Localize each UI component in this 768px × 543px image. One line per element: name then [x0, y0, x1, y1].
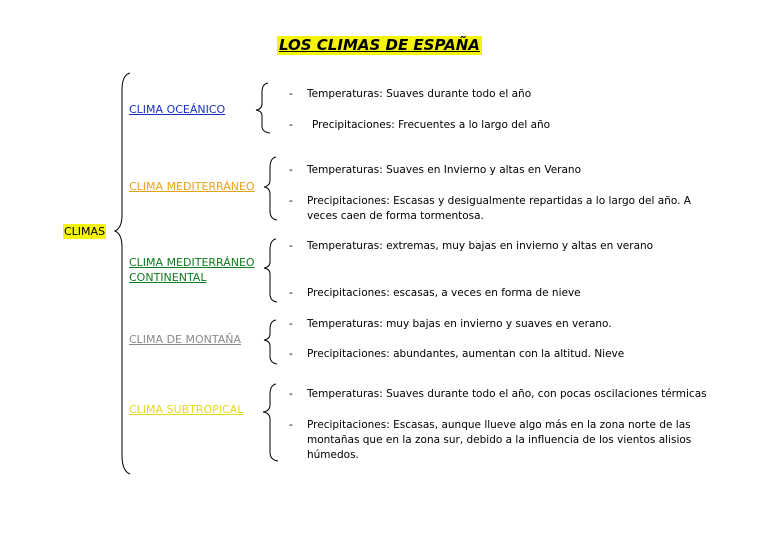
subtropical-precipitaciones: Precipitaciones: Escasas, aunque llueve algo más en la zona norte de las — [307, 419, 691, 431]
clima-continental-link[interactable]: CLIMA MEDITERRÁNEO — [129, 256, 255, 269]
oceanico-precipitaciones: Precipitaciones: Frecuentes a lo largo del año — [312, 119, 551, 131]
bullet-dash: - — [289, 240, 293, 252]
subtropical-precipitaciones-line3: húmedos. — [307, 449, 359, 461]
bullet-dash: - — [289, 318, 293, 330]
brace-montana — [264, 320, 277, 364]
clima-montana-link[interactable]: CLIMA DE MONTAÑA — [129, 333, 242, 346]
bullet-dash: - — [289, 119, 293, 131]
brace-oceanico — [256, 83, 270, 133]
subtropical-temperaturas: Temperaturas: Suaves durante todo el año, con pocas oscilaciones térmicas — [307, 388, 707, 400]
bullet-dash: - — [289, 348, 293, 360]
clima-subtropical-link[interactable]: CLIMA SUBTROPICAL — [129, 403, 244, 416]
subtropical-precipitaciones-line2: montañas que en la zona sur, debido a la influencia de los vientos alisios — [307, 434, 692, 446]
continental-precipitaciones: Precipitaciones: escasas, a veces en forma de nieve — [307, 287, 581, 299]
mediterraneo-temperaturas: Temperaturas: Suaves en Invierno y altas en Verano — [307, 164, 582, 176]
clima-continental-link-line2[interactable]: CONTINENTAL — [129, 271, 207, 284]
root-label-climas: CLIMAS — [64, 225, 106, 238]
bullet-dash: - — [289, 195, 293, 207]
bullet-dash: - — [289, 164, 293, 176]
montana-temperaturas: Temperaturas: muy bajas en invierno y suaves en verano. — [307, 318, 612, 330]
bullet-dash: - — [289, 419, 293, 431]
clima-oceanico-link[interactable]: CLIMA OCEÁNICO — [129, 103, 226, 116]
bullet-dash: - — [289, 287, 293, 299]
oceanico-temperaturas: Temperaturas: Suaves durante todo el año — [307, 88, 532, 100]
brace-subtropical — [263, 384, 278, 461]
mediterraneo-precipitaciones: Precipitaciones: Escasas y desigualmente repartidas a lo largo del año. A — [307, 195, 691, 207]
clima-mediterraneo-link[interactable]: CLIMA MEDITERRÁNEO — [129, 180, 255, 193]
bullet-dash: - — [289, 88, 293, 100]
continental-temperaturas: Temperaturas: extremas, muy bajas en invierno y altas en verano — [307, 240, 654, 252]
bullet-dash: - — [289, 388, 293, 400]
page-title: LOS CLIMAS DE ESPAÑA — [279, 36, 480, 54]
brace-continental — [264, 239, 277, 302]
main-brace — [115, 73, 130, 474]
mediterraneo-precipitaciones-line2: veces caen de forma tormentosa. — [307, 210, 484, 222]
brace-mediterraneo — [264, 157, 277, 220]
montana-precipitaciones: Precipitaciones: abundantes, aumentan con la altitud. Nieve — [307, 348, 625, 360]
